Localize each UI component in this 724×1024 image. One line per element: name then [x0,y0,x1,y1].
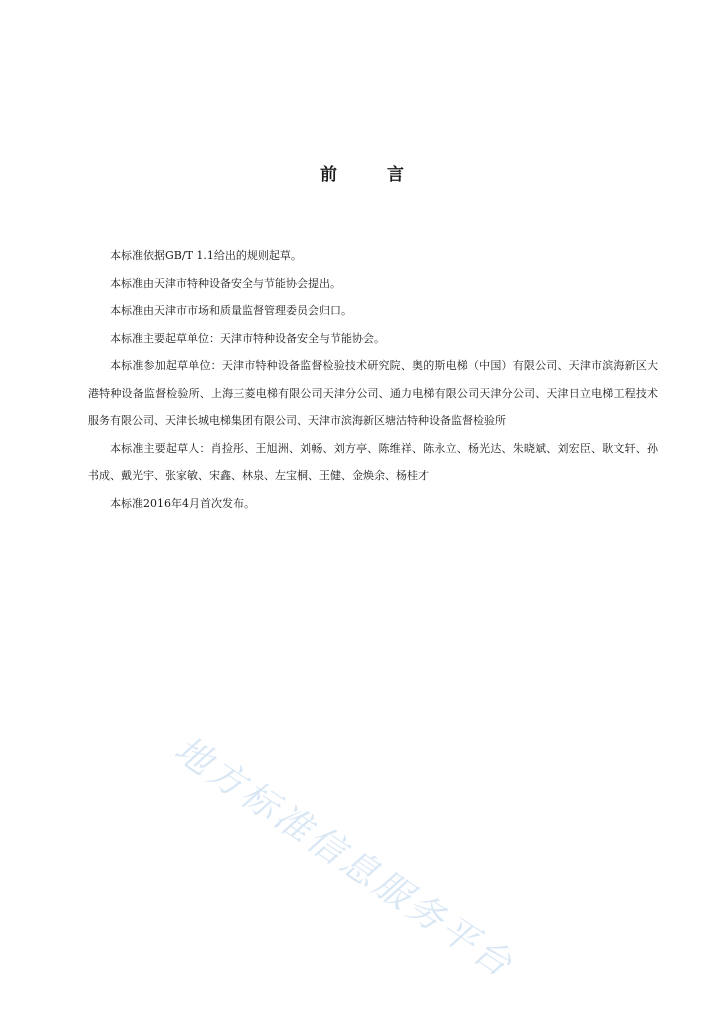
paragraph-participating-units: 本标准参加起草单位：天津市特种设备监督检验技术研究院、奥的斯电梯（中国）有限公司、天津市滨海新区大港特种设备监督检验所、上海三菱电梯有限公司天津分公司、通力电梯有限公司天津分公司、天津日立电梯工程技术服务有限公司、天津长城电梯集团有限公司、天津市滨海新区塘沽特种设备监督检验所 [88,359,658,427]
paragraph-main-drafting-unit: 本标准主要起草单位：天津市特种设备安全与节能协会。 [110,331,385,345]
paragraph-administrator: 本标准由天津市市场和质量监督管理委员会归口。 [110,304,352,317]
paragraph-drafting-rules: 本标准依据GB/T 1.1给出的规则起草。 [110,249,302,262]
document-body [88,242,658,517]
page-title: 前 言 [320,165,426,185]
paragraph-main-drafters: 本标准主要起草人：肖捡彤、王旭洲、刘畅、刘方亭、陈维祥、陈永立、杨光达、朱晓斌、刘宏臣、耿文轩、孙书成、戴光宇、张家敏、宋鑫、林泉、左宝桐、王健、金焕余、杨桂才 [88,441,658,482]
paragraph-first-release: 本标准2016年4月首次发布。 [110,496,255,510]
paragraph-proposer: 本标准由天津市特种设备安全与节能协会提出。 [110,276,341,290]
watermark: 地方标准信息服务平台 [166,728,522,987]
